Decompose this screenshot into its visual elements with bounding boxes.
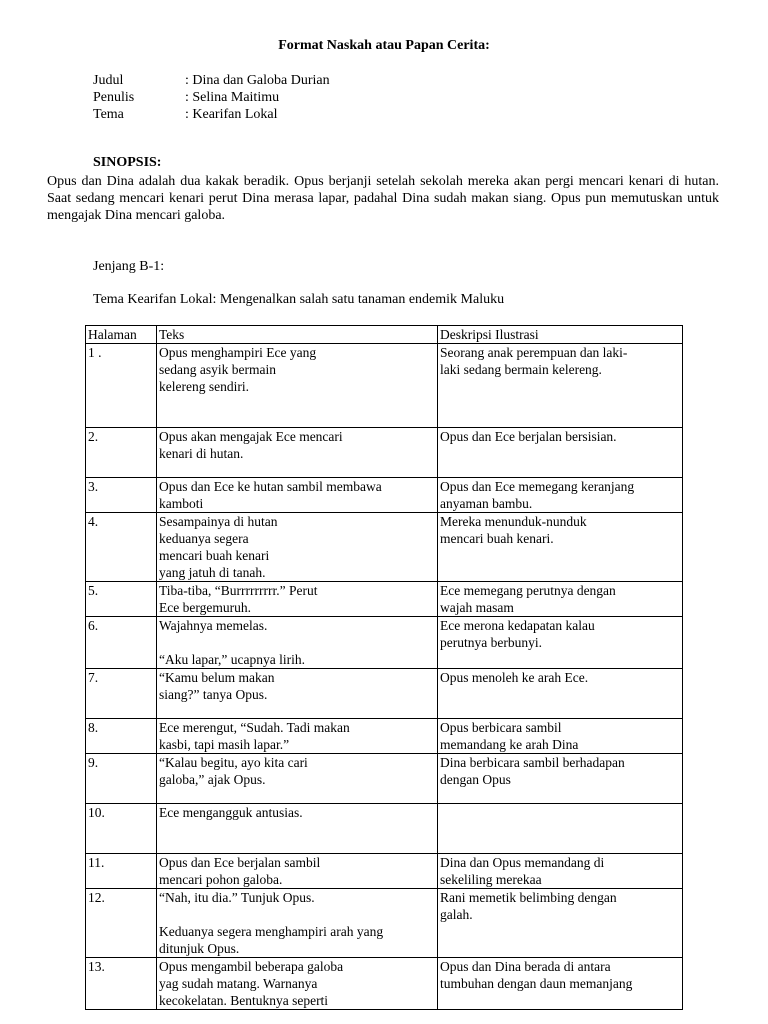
deskripsi-line: sekeliling merekaa <box>440 872 542 887</box>
header-deskripsi: Deskripsi Ilustrasi <box>438 326 683 344</box>
cell-halaman: 1 . <box>86 344 157 428</box>
teks-line: “Nah, itu dia.” Tunjuk Opus. <box>159 890 315 905</box>
jenjang-label: Jenjang B-1: <box>93 259 165 274</box>
teks-line: Ece bergemuruh. <box>159 600 251 615</box>
cell-deskripsi <box>438 958 683 1010</box>
teks-line: Opus dan Ece ke hutan sambil membawa <box>159 479 382 494</box>
cell-deskripsi <box>438 719 683 754</box>
cell-teks <box>157 617 438 669</box>
cell-deskripsi <box>438 617 683 669</box>
storyboard-table <box>85 325 683 1010</box>
deskripsi-line: perutnya berbunyi. <box>440 635 542 650</box>
deskripsi-line: Opus berbicara sambil <box>440 720 562 735</box>
deskripsi-line: Ece merona kedapatan kalau <box>440 618 595 633</box>
table-row <box>86 669 683 719</box>
cell-teks <box>157 754 438 804</box>
deskripsi-line: tumbuhan dengan daun memanjang <box>440 976 633 991</box>
cell-teks <box>157 344 438 428</box>
teks-line: galoba,” ajak Opus. <box>159 772 266 787</box>
teks-line: “Aku lapar,” ucapnya lirih. <box>159 652 306 667</box>
cell-teks <box>157 669 438 719</box>
cell-teks <box>157 804 438 854</box>
deskripsi-line: Seorang anak perempuan dan laki- <box>440 345 628 360</box>
teks-line: ditunjuk Opus. <box>159 941 240 956</box>
table-row <box>86 958 683 1010</box>
deskripsi-line: mencari buah kenari. <box>440 531 554 546</box>
cell-teks <box>157 478 438 513</box>
tema-description: Tema Kearifan Lokal: Mengenalkan salah satu tanaman endemik Maluku <box>93 292 505 307</box>
cell-deskripsi <box>438 854 683 889</box>
cell-halaman: 9. <box>86 754 157 804</box>
cell-halaman: 5. <box>86 582 157 617</box>
table-row <box>86 478 683 513</box>
deskripsi-line: Dina dan Opus memandang di <box>440 855 605 870</box>
teks-line: Opus mengambil beberapa galoba <box>159 959 344 974</box>
sinopsis-body: Opus dan Dina adalah dua kakak beradik. Opus berjanji setelah sekolah mereka akan pergi mencari kenari di hutan. Saat sedang mencari kenari perut Dina merasa lapar, padahal Dina sudah makan siang. Opus pun memutuskan untuk mengajak Dina mencari galoba. <box>47 174 719 223</box>
teks-line: Opus dan Ece berjalan sambil <box>159 855 321 870</box>
deskripsi-line: dengan Opus <box>440 772 511 787</box>
deskripsi-line: Dina berbicara sambil berhadapan <box>440 755 625 770</box>
deskripsi-line: memandang ke arah Dina <box>440 737 579 752</box>
cell-halaman: 4. <box>86 513 157 582</box>
teks-line: Ece merengut, “Sudah. Tadi makan <box>159 720 350 735</box>
deskripsi-line: galah. <box>440 907 473 922</box>
sinopsis-heading: SINOPSIS: <box>93 155 162 170</box>
meta-key: Penulis <box>93 90 135 105</box>
cell-halaman: 12. <box>86 889 157 958</box>
teks-line: kecokelatan. Bentuknya seperti <box>159 993 329 1008</box>
cell-deskripsi <box>438 513 683 582</box>
deskripsi-line: laki sedang bermain kelereng. <box>440 362 602 377</box>
cell-deskripsi <box>438 428 683 478</box>
teks-line: “Kamu belum makan <box>159 670 275 685</box>
cell-halaman: 13. <box>86 958 157 1010</box>
meta-key: Judul <box>93 73 124 88</box>
teks-line: sedang asyik bermain <box>159 362 276 377</box>
teks-line <box>159 906 435 923</box>
cell-halaman: 11. <box>86 854 157 889</box>
table-header-row <box>86 326 683 344</box>
teks-line: kenari di hutan. <box>159 446 244 461</box>
cell-halaman: 8. <box>86 719 157 754</box>
meta-row-judul <box>93 72 330 89</box>
table-row <box>86 804 683 854</box>
cell-teks <box>157 958 438 1010</box>
deskripsi-line: Opus dan Ece berjalan bersisian. <box>440 429 617 444</box>
teks-line: kamboti <box>159 496 204 511</box>
teks-line: Tiba-tiba, “Burrrrrrrrr.” Perut <box>159 583 318 598</box>
cell-deskripsi <box>438 754 683 804</box>
header-halaman: Halaman <box>86 326 157 344</box>
meta-row-penulis <box>93 89 330 106</box>
cell-teks <box>157 582 438 617</box>
teks-line: Keduanya segera menghampiri arah yang <box>159 924 384 939</box>
meta-value: : Dina dan Galoba Durian <box>185 73 330 88</box>
deskripsi-line: Rani memetik belimbing dengan <box>440 890 617 905</box>
cell-deskripsi <box>438 478 683 513</box>
metadata-block <box>93 72 330 123</box>
teks-line: mencari buah kenari <box>159 548 270 563</box>
cell-teks <box>157 428 438 478</box>
table-row <box>86 617 683 669</box>
cell-deskripsi <box>438 669 683 719</box>
cell-teks <box>157 889 438 958</box>
deskripsi-line: Opus dan Dina berada di antara <box>440 959 611 974</box>
cell-halaman: 6. <box>86 617 157 669</box>
cell-halaman: 10. <box>86 804 157 854</box>
table-row <box>86 428 683 478</box>
teks-line: keduanya segera <box>159 531 249 546</box>
cell-halaman: 7. <box>86 669 157 719</box>
teks-line: “Kalau begitu, ayo kita cari <box>159 755 308 770</box>
deskripsi-line: anyaman bambu. <box>440 496 533 511</box>
teks-line: mencari pohon galoba. <box>159 872 283 887</box>
teks-line: Opus menghampiri Ece yang <box>159 345 317 360</box>
teks-line: Opus akan mengajak Ece mencari <box>159 429 343 444</box>
cell-halaman: 2. <box>86 428 157 478</box>
table-row <box>86 582 683 617</box>
table-row <box>86 889 683 958</box>
table-row <box>86 854 683 889</box>
deskripsi-line: wajah masam <box>440 600 514 615</box>
meta-value: : Selina Maitimu <box>185 90 280 105</box>
teks-line: yang jatuh di tanah. <box>159 565 266 580</box>
table-row <box>86 719 683 754</box>
cell-deskripsi <box>438 582 683 617</box>
meta-row-tema <box>93 106 330 123</box>
cell-deskripsi <box>438 804 683 854</box>
deskripsi-line: Mereka menunduk-nunduk <box>440 514 587 529</box>
teks-line: Wajahnya memelas. <box>159 618 268 633</box>
cell-teks <box>157 719 438 754</box>
deskripsi-line: Opus dan Ece memegang keranjang <box>440 479 635 494</box>
meta-value: : Kearifan Lokal <box>185 107 278 122</box>
teks-line: kelereng sendiri. <box>159 379 249 394</box>
cell-deskripsi <box>438 344 683 428</box>
teks-line: Ece mengangguk antusias. <box>159 805 303 820</box>
cell-teks <box>157 854 438 889</box>
teks-line: kasbi, tapi masih lapar.” <box>159 737 290 752</box>
table-row <box>86 754 683 804</box>
deskripsi-line: Ece memegang perutnya dengan <box>440 583 616 598</box>
teks-line: yag sudah matang. Warnanya <box>159 976 318 991</box>
cell-halaman: 3. <box>86 478 157 513</box>
teks-line: Sesampainya di hutan <box>159 514 278 529</box>
teks-line: siang?” tanya Opus. <box>159 687 268 702</box>
cell-deskripsi <box>438 889 683 958</box>
table-row <box>86 344 683 428</box>
meta-key: Tema <box>93 107 124 122</box>
cell-teks <box>157 513 438 582</box>
document-title: Format Naskah atau Papan Cerita: <box>278 38 490 53</box>
teks-line <box>159 634 435 651</box>
deskripsi-line: Opus menoleh ke arah Ece. <box>440 670 589 685</box>
header-teks: Teks <box>157 326 438 344</box>
table-row <box>86 513 683 582</box>
